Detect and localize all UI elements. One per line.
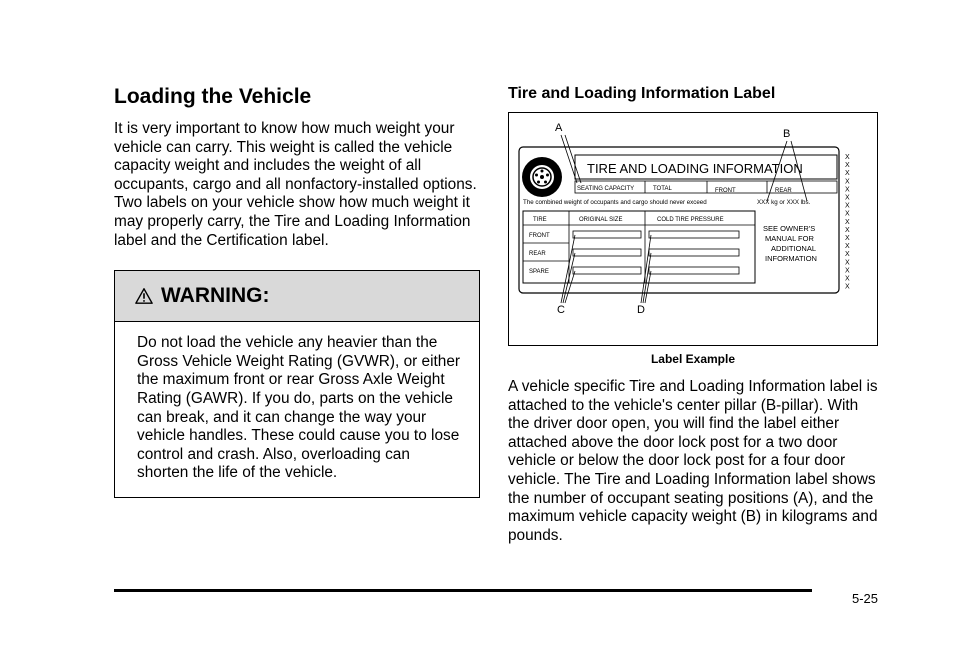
x-mark: X <box>845 226 850 234</box>
warning-text: Do not load the vehicle any heavier than the Gross Vehicle Weight Rating (GVWR), or either the maximum front or rear Gross Axle Weight Rating (GAWR). If you do, parts on the vehicle can break, and it can change the way your vehicle handles. These could cause you to lose control and crash. Also, overloading can shorten the life of the vehicle. <box>137 334 461 482</box>
callout-d: D <box>637 304 645 316</box>
label-example-figure <box>508 112 878 346</box>
footer-rule <box>114 589 812 592</box>
see-manual-line-4: INFORMATION <box>765 254 817 263</box>
weight-value-text: XXX kg or XXX lbs. <box>757 199 811 206</box>
x-mark: X <box>845 162 850 170</box>
x-mark: X <box>845 194 850 202</box>
col-original-size: ORIGINAL SIZE <box>579 217 623 223</box>
right-column <box>508 84 878 545</box>
row-front: FRONT <box>529 233 550 239</box>
see-manual-line-3: ADDITIONAL <box>771 244 817 253</box>
total-label: TOTAL <box>653 186 672 192</box>
row-rear: REAR <box>529 251 546 257</box>
x-mark: X <box>845 243 850 251</box>
front-label: FRONT <box>715 188 736 194</box>
x-marks-column <box>845 154 850 291</box>
row-spare: SPARE <box>529 269 549 275</box>
tire-label-illustration <box>509 113 877 345</box>
x-mark: X <box>845 235 850 242</box>
x-mark: X <box>845 210 850 218</box>
warning-title: WARNING: <box>161 284 270 308</box>
see-manual-line-1: SEE OWNER'S <box>763 224 816 233</box>
x-mark: X <box>845 275 850 283</box>
x-mark: X <box>845 267 850 275</box>
x-mark: X <box>845 218 850 226</box>
x-mark: X <box>845 259 850 267</box>
x-mark: X <box>845 202 850 210</box>
combined-weight-text: The combined weight of occupants and cargo should never exceed <box>523 199 707 206</box>
warning-header <box>115 271 479 322</box>
x-mark: X <box>845 251 850 259</box>
page-number: 5-25 <box>852 591 879 606</box>
callout-a: A <box>555 122 563 134</box>
subsection-title: Tire and Loading Information Label <box>508 85 776 102</box>
callout-c: C <box>557 304 565 316</box>
intro-paragraph: It is very important to know how much weight your vehicle can carry. This weight is called the vehicle capacity weight and includes the weight of all occupants, cargo and all nonfactory-installed options. Two labels on your vehicle show how much weight it may properly carry, the Tire and Loading Information label and the Certification label. <box>114 120 477 249</box>
label-description: A vehicle specific Tire and Loading Information label is attached to the vehicle's center pillar (B-pillar). With the driver door open, you will find the label either attached above the door lock post for a two door vehicle or below the door lock post for a four door vehicle. The Tire and Loading Information label shows the number of occupant seating positions (A), and the maximum vehicle capacity weight (B) in kilograms and pounds. <box>508 378 878 544</box>
label-title: TIRE AND LOADING INFORMATION <box>587 161 803 176</box>
x-mark: X <box>845 186 850 194</box>
left-column <box>114 84 482 498</box>
col-cold-pressure: COLD TIRE PRESSURE <box>657 217 724 223</box>
see-manual-line-2: MANUAL FOR <box>765 234 814 243</box>
warning-box <box>114 270 480 498</box>
x-mark: X <box>845 154 850 161</box>
figure-caption: Label Example <box>650 352 736 366</box>
section-title: Loading the Vehicle <box>114 85 312 108</box>
seating-capacity-label: SEATING CAPACITY <box>577 186 635 192</box>
warning-triangle-icon <box>135 287 153 305</box>
col-tire: TIRE <box>533 217 547 223</box>
rear-label: REAR <box>775 188 792 194</box>
x-mark: X <box>845 178 850 186</box>
x-mark: X <box>845 170 850 178</box>
callout-b: B <box>783 128 791 140</box>
x-mark: X <box>845 283 850 291</box>
